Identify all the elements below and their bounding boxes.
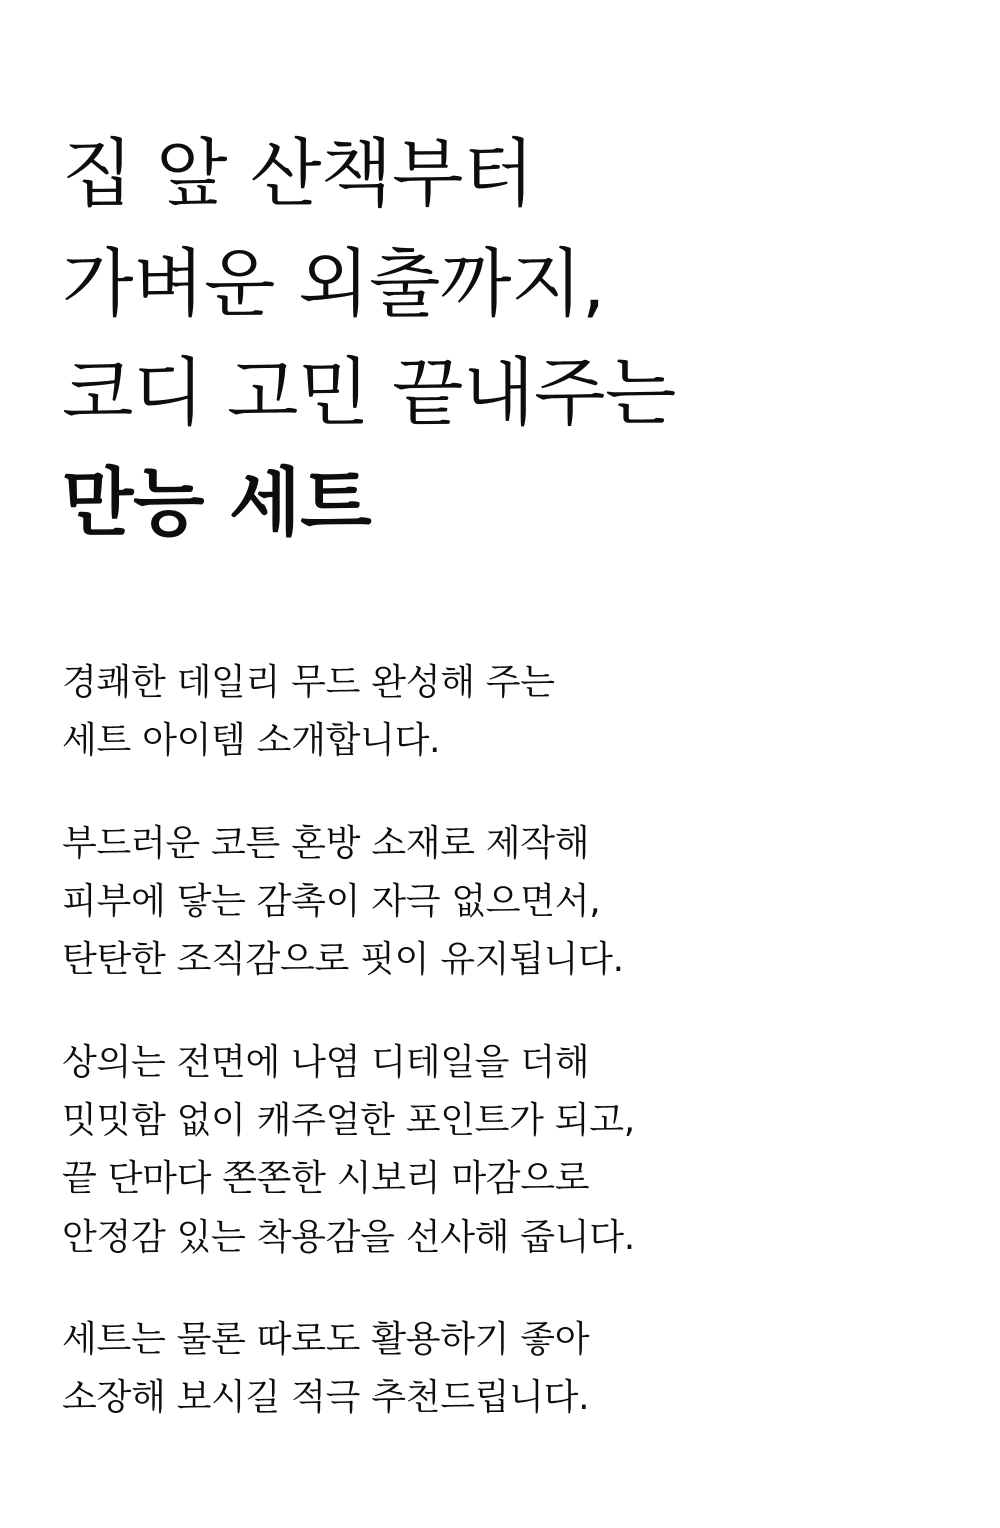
headline-line-4: 만능 세트 [62, 459, 372, 546]
paragraph-2-line-1: 부드러운 코튼 혼방 소재로 제작해 [62, 822, 590, 864]
headline-line-3: 코디 고민 끝내주는 [62, 350, 676, 437]
paragraph-2-line-2: 피부에 닿는 감촉이 자극 없으면서, [62, 881, 601, 922]
paragraph-4-line-1: 세트는 물론 따로도 활용하기 좋아 [62, 1318, 590, 1360]
paragraph-2-line-3: 탄탄한 조직감으로 핏이 유지됩니다. [62, 939, 624, 981]
paragraph-3-line-2: 밋밋함 없이 캐주얼한 포인트가 되고, [62, 1099, 635, 1141]
paragraph-3-line-4: 안정감 있는 착용감을 선사해 줍니다. [62, 1216, 635, 1258]
paragraph-1 [62, 654, 940, 771]
paragraph-3-line-1: 상의는 전면에 나염 디테일을 더해 [62, 1041, 590, 1083]
paragraph-1-line-1: 경쾌한 데일리 무드 완성해 주는 [62, 662, 555, 704]
paragraph-2 [62, 815, 940, 990]
headline-line-2: 가벼운 외출까지, [62, 240, 605, 327]
headline-line-1: 집 앞 산책부터 [62, 131, 534, 217]
paragraph-3-line-3: 끝 단마다 쫀쫀한 시보리 마감으로 [62, 1158, 590, 1200]
paragraph-4-line-2: 소장해 보시길 적극 추천드립니다. [62, 1377, 590, 1419]
page-title [62, 120, 940, 558]
paragraph-1-line-2: 세트 아이템 소개합니다. [62, 720, 441, 762]
body-copy [62, 654, 940, 1427]
paragraph-3 [62, 1034, 940, 1267]
paragraph-4 [62, 1311, 940, 1428]
